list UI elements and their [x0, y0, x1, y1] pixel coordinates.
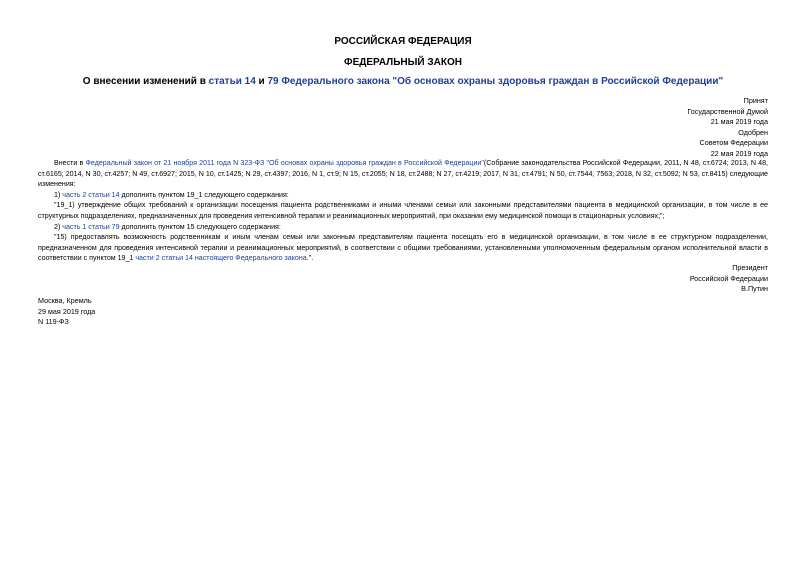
- adopted-by: Государственной Думой: [687, 106, 768, 116]
- item1-prefix: 1): [54, 190, 63, 199]
- law-number: N 119-ФЗ: [38, 317, 69, 326]
- title-prefix: О внесении изменений в: [82, 76, 209, 87]
- item-2: [38, 222, 768, 233]
- signer-name: В.Путин: [741, 284, 768, 293]
- adopted-label: Принят: [743, 96, 768, 105]
- item2-text-prefix: "15) предоставлять возможность родственникам и иным членам семьи или законным представителям пациента посещать его в медицинской организации, в том числе в ее структурном подразделении, предназначенном для проведения интенсивной терапии и реанимационных мероприятий, в соответствии с общими требованиями, установленными уполномоченным федеральным органом исполнительной власти в соответствии с пунктом 19_1: [38, 233, 768, 263]
- item-2-text: [38, 232, 768, 264]
- intro-suffix: (Собрание законодательства Российской Федерации, 2011, N 48, ст.6724; 2013, N 48, ст.6165; 2014, N 30, ст.4257; N 49, ст.6927; 2015, N 10, ст.1425; N 29, ст.4397; 2016, N 1, ст.9; N 15, ст.2055; N 18, ст.2488; N 27, ст.4219; 2017, N 31, ст.4791; N 50, ст.7544, 7563; 2018, N 32, ст.5092; N 53, ст.8415) следующие изменения:: [38, 159, 768, 189]
- part-1-article-79-link[interactable]: часть 1 статьи 79: [62, 222, 120, 231]
- signer-country: Российской Федерации: [689, 273, 768, 283]
- place-date-block: [38, 296, 95, 328]
- part-2-article-14-link[interactable]: часть 2 статьи 14: [62, 190, 120, 199]
- approved-by: Советом Федерации: [699, 138, 768, 147]
- item2-prefix: 2): [54, 222, 63, 231]
- article-14-link[interactable]: статьи 14: [208, 76, 256, 87]
- place: Москва, Кремль: [38, 296, 92, 305]
- approved-label: Одобрен: [738, 127, 768, 137]
- intro-prefix: Внести в: [54, 159, 86, 167]
- approved-date: 22 мая 2019 года: [710, 148, 768, 158]
- part-2-article-14-this-law-link[interactable]: части 2 статьи 14 настоящего Федерального закона: [135, 254, 307, 263]
- article-79-link[interactable]: 79 Федерального закона "Об основах охраны здоровья граждан в Российской Федерации": [267, 76, 724, 87]
- law-type-heading: ФЕДЕРАЛЬНЫЙ ЗАКОН: [344, 57, 462, 68]
- adopted-date: 21 мая 2019 года: [710, 117, 768, 126]
- law-body: [38, 158, 768, 264]
- item2-text-suffix: .".: [306, 254, 314, 263]
- item2-suffix: дополнить пунктом 15 следующего содержания:: [119, 222, 281, 231]
- item-1-text: "19_1) утверждение общих требований к организации посещения пациента родственниками и иными членами семьи или законными представителями пациента в медицинской организации, в том числе в ее структурных подразделениях, предназначенных для проведения интенсивной терапии и реанимационных мероприятий, при оказании ему медицинской помощи в стационарных условиях;";: [38, 201, 768, 220]
- signer-title: Президент: [732, 263, 768, 272]
- sign-date: 29 мая 2019 года: [38, 306, 96, 316]
- intro-paragraph: [38, 158, 768, 190]
- title-and: и: [255, 76, 268, 87]
- federal-law-link[interactable]: Федеральный закон от 21 ноября 2011 года N 323-ФЗ "Об основах охраны здоровья граждан в Российской Федерации": [85, 159, 484, 167]
- item1-suffix: дополнить пунктом 19_1 следующего содержания:: [119, 190, 289, 199]
- country-heading: РОССИЙСКАЯ ФЕДЕРАЦИЯ: [334, 36, 472, 47]
- signature-block: [690, 263, 768, 295]
- law-title: [38, 76, 768, 87]
- adoption-block: [687, 96, 768, 159]
- item-1: [38, 190, 768, 201]
